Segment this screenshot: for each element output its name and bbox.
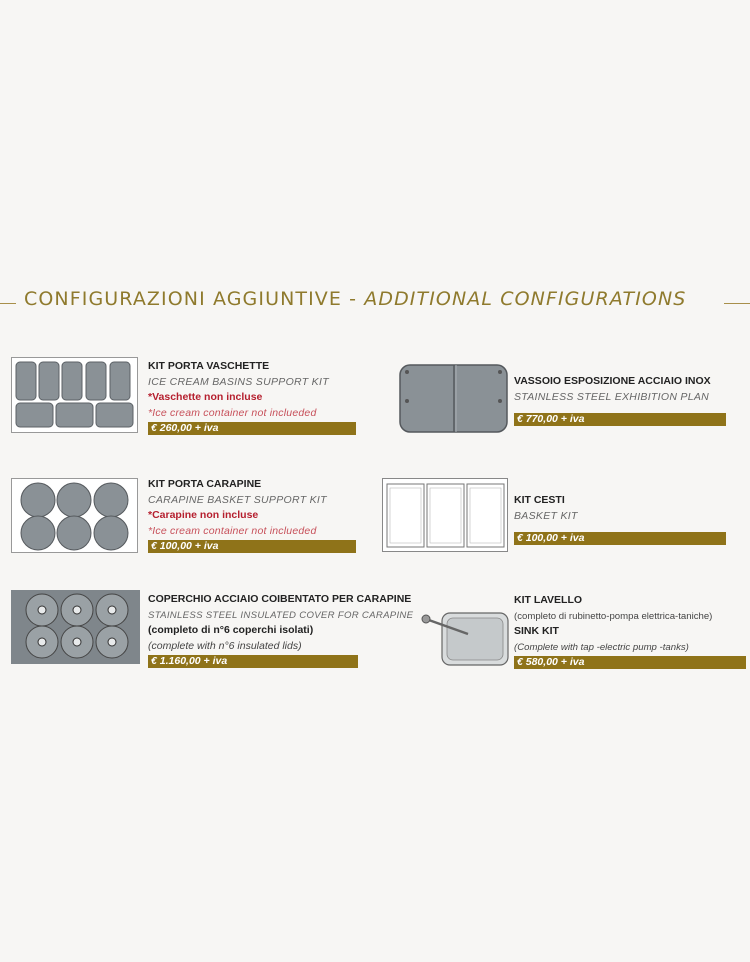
product-cesti: [514, 493, 726, 545]
product-name-en: STAINLESS STEEL INSULATED COVER FOR CARAPINE: [148, 609, 414, 621]
section-title: [24, 288, 686, 310]
section-heading: [0, 288, 750, 318]
product-note-en: (complete with n°6 insulated lids): [148, 639, 302, 652]
product-name-en: ICE CREAM BASINS SUPPORT KIT: [148, 375, 329, 388]
product-name: KIT CESTI: [514, 494, 565, 506]
product-name: KIT PORTA CARAPINE: [148, 478, 262, 490]
product-name-en: STAINLESS STEEL EXHIBITION PLAN: [514, 390, 710, 403]
price-bar: € 1.160,00 + iva: [148, 655, 358, 668]
product-name: KIT PORTA VASCHETTE: [148, 360, 270, 372]
product-note-en: (Complete with tap -electric pump -tanks): [514, 641, 689, 653]
product-name-en: SINK KIT: [514, 625, 559, 637]
product-lavello: [514, 593, 746, 669]
product-name: KIT LAVELLO: [514, 594, 583, 606]
product-name: COPERCHIO ACCIAIO COIBENTATO PER CARAPINE: [148, 593, 412, 605]
basin-tray-image: [11, 357, 138, 433]
exhibition-tray-image: [399, 364, 509, 434]
price-bar: € 770,00 + iva: [514, 413, 726, 426]
product-note: *Carapine non incluse: [148, 509, 259, 521]
price-bar: € 260,00 + iva: [148, 422, 356, 435]
price-bar: € 100,00 + iva: [148, 540, 356, 553]
price-bar: € 580,00 + iva: [514, 656, 746, 669]
product-name-en: BASKET KIT: [514, 509, 578, 522]
product-carapine: [148, 477, 356, 553]
sink-kit-image: [420, 608, 510, 668]
product-vassoio: [514, 374, 726, 426]
product-note-en: *Ice cream container not inclueded: [148, 406, 317, 419]
title-italic: ADDITIONAL CONFIGURATIONS: [364, 288, 687, 310]
title-main: CONFIGURAZIONI AGGIUNTIVE -: [24, 288, 365, 310]
product-coperchio: [148, 592, 414, 668]
product-note: (completo di n°6 coperchi isolati): [148, 624, 314, 636]
heading-rule-left: [0, 303, 16, 304]
product-note: (completo di rubinetto-pompa elettrica-taniche): [514, 610, 713, 622]
insulated-cover-image: [11, 590, 140, 664]
product-name-en: CARAPINE BASKET SUPPORT KIT: [148, 493, 327, 506]
basket-kit-image: [382, 478, 508, 552]
product-vaschette: [148, 359, 356, 435]
product-name: VASSOIO ESPOSIZIONE ACCIAIO INOX: [514, 375, 711, 387]
product-note-en: *Ice cream container not inclueded: [148, 524, 317, 537]
heading-rule-right: [724, 303, 750, 304]
product-note: *Vaschette non incluse: [148, 391, 263, 403]
carapine-kit-image: [11, 478, 138, 553]
price-bar: € 100,00 + iva: [514, 532, 726, 545]
